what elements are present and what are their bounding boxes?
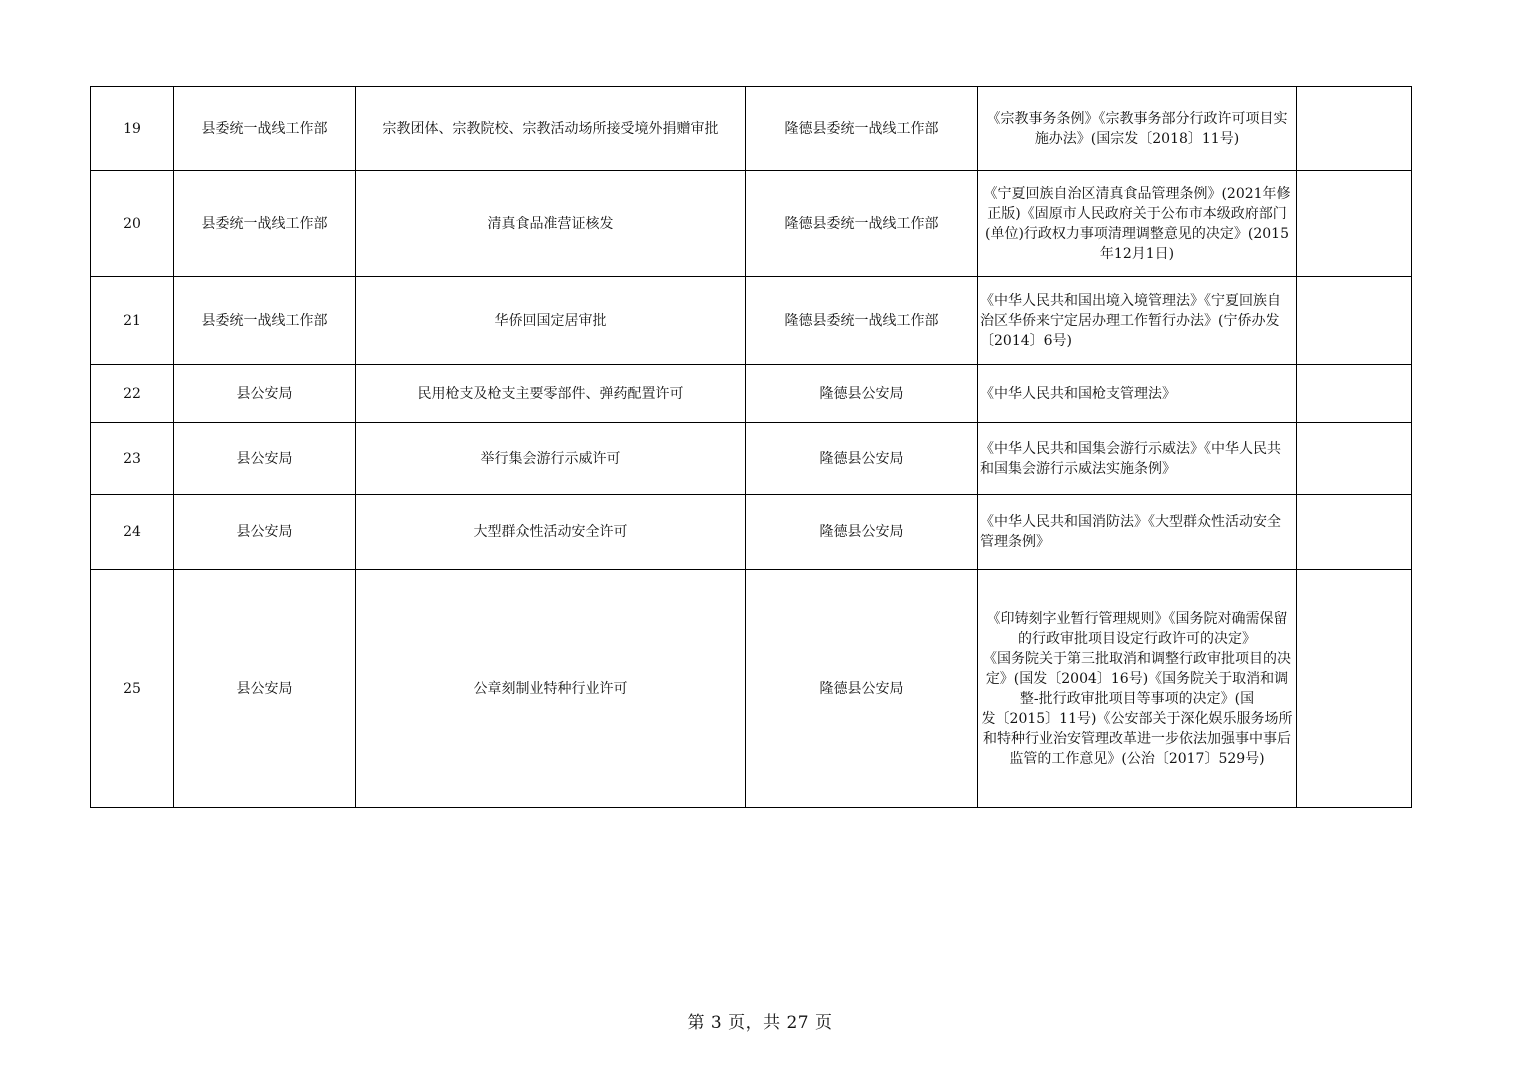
item-cell: 华侨回国定居审批 <box>356 277 746 365</box>
agency-cell: 隆德县公安局 <box>746 365 978 423</box>
agency-cell: 隆德县公安局 <box>746 495 978 570</box>
legal-basis-cell: 《宗教事务条例》《宗教事务部分行政许可项目实施办法》(国宗发〔2018〕11号) <box>978 87 1297 171</box>
legal-basis-cell: 《中华人民共和国枪支管理法》 <box>978 365 1297 423</box>
table-row <box>91 277 1412 365</box>
table-row <box>91 365 1412 423</box>
row-number: 19 <box>91 87 174 171</box>
department-cell: 县公安局 <box>174 423 356 495</box>
note-cell <box>1297 495 1412 570</box>
legal-basis-cell: 《印铸刻字业暂行管理规则》《国务院对确需保留的行政审批项目设定行政许可的决定》 《国务院关于第三批取消和调整行政审批项目的决定》(国发〔2004〕16号)《国务院关于取消和调整-批行政审批项目等事项的决定》(国 发〔2015〕11号)《公安部关于深化娱乐服务场所和特种行业治安管理改革进一步依法加强事中事后监管的工作意见》(公治〔2017〕529号) <box>978 570 1297 808</box>
department-cell: 县公安局 <box>174 495 356 570</box>
item-cell: 清真食品准营证核发 <box>356 171 746 277</box>
row-number: 25 <box>91 570 174 808</box>
table-row <box>91 570 1412 808</box>
note-cell <box>1297 171 1412 277</box>
legal-basis-cell: 《中华人民共和国集会游行示威法》《中华人民共和国集会游行示威法实施条例》 <box>978 423 1297 495</box>
row-number: 24 <box>91 495 174 570</box>
note-cell <box>1297 423 1412 495</box>
department-cell: 县委统一战线工作部 <box>174 87 356 171</box>
table-row <box>91 423 1412 495</box>
department-cell: 县公安局 <box>174 365 356 423</box>
department-cell: 县公安局 <box>174 570 356 808</box>
agency-cell: 隆德县公安局 <box>746 570 978 808</box>
agency-cell: 隆德县委统一战线工作部 <box>746 87 978 171</box>
note-cell <box>1297 277 1412 365</box>
note-cell <box>1297 570 1412 808</box>
item-cell: 大型群众性活动安全许可 <box>356 495 746 570</box>
legal-basis-cell: 《中华人民共和国消防法》《大型群众性活动安全管理条例》 <box>978 495 1297 570</box>
page-footer: 第 3 页，共 27 页 <box>687 1013 833 1033</box>
item-cell: 民用枪支及枪支主要零部件、弹药配置许可 <box>356 365 746 423</box>
permit-table <box>90 86 1412 808</box>
row-number: 21 <box>91 277 174 365</box>
row-number: 23 <box>91 423 174 495</box>
legal-basis-cell: 《宁夏回族自治区清真食品管理条例》(2021年修正版)《固原市人民政府关于公布市本级政府部门(单位)行政权力事项清理调整意见的决定》(2015年12月1日) <box>978 171 1297 277</box>
item-cell: 宗教团体、宗教院校、宗教活动场所接受境外捐赠审批 <box>356 87 746 171</box>
note-cell <box>1297 365 1412 423</box>
legal-basis-cell: 《中华人民共和国出境入境管理法》《宁夏回族自治区华侨来宁定居办理工作暂行办法》(宁侨办发〔2014〕6号) <box>978 277 1297 365</box>
note-cell <box>1297 87 1412 171</box>
department-cell: 县委统一战线工作部 <box>174 171 356 277</box>
agency-cell: 隆德县公安局 <box>746 423 978 495</box>
row-number: 22 <box>91 365 174 423</box>
agency-cell: 隆德县委统一战线工作部 <box>746 171 978 277</box>
table-row <box>91 87 1412 171</box>
table-row <box>91 495 1412 570</box>
item-cell: 举行集会游行示威许可 <box>356 423 746 495</box>
item-cell: 公章刻制业特种行业许可 <box>356 570 746 808</box>
department-cell: 县委统一战线工作部 <box>174 277 356 365</box>
agency-cell: 隆德县委统一战线工作部 <box>746 277 978 365</box>
table-row <box>91 171 1412 277</box>
row-number: 20 <box>91 171 174 277</box>
